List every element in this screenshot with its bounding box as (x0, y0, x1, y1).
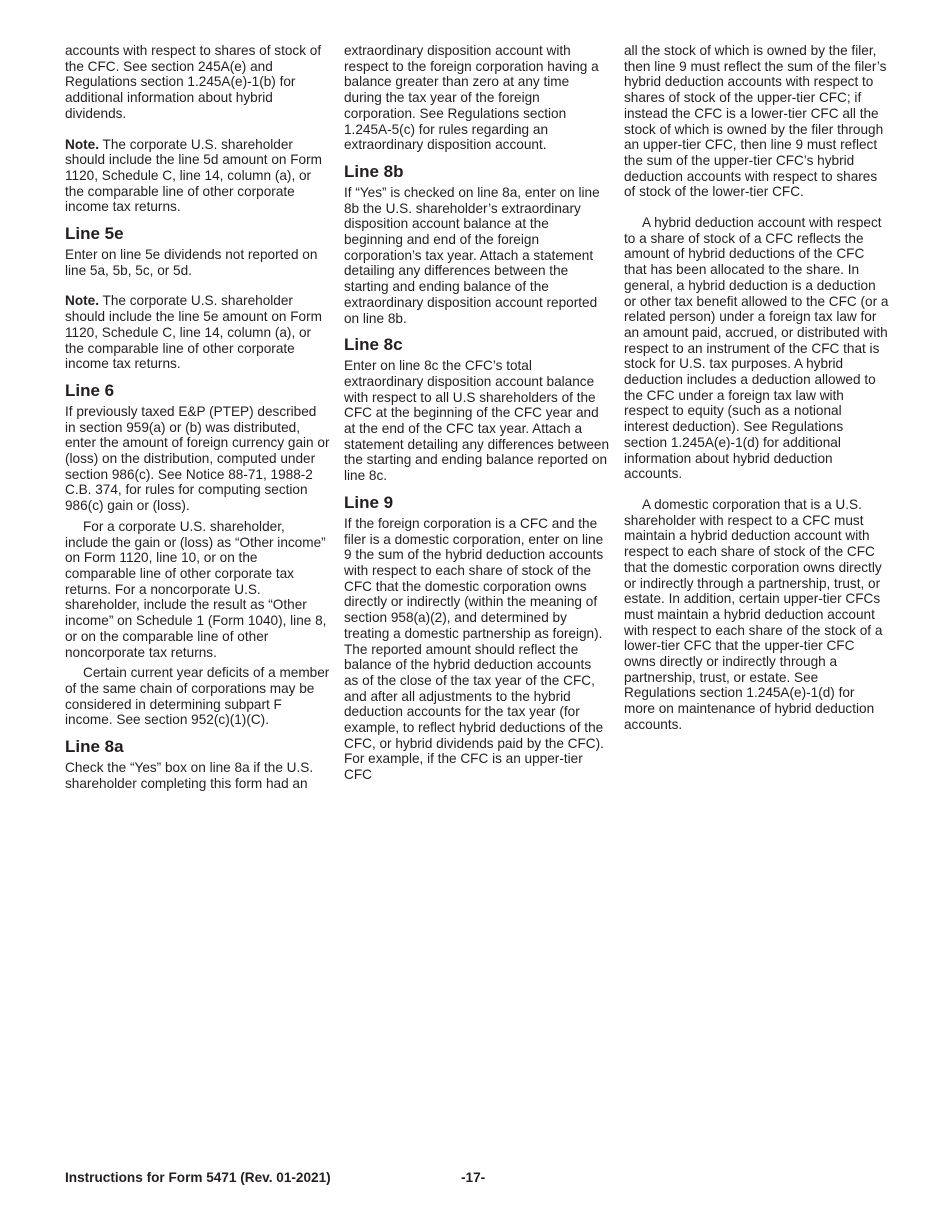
left-column (65, 43, 330, 791)
page-number: -17- (461, 1170, 486, 1185)
note-label: Note. (65, 136, 99, 152)
heading-line-8a: Line 8a (65, 737, 124, 757)
paragraph: If “Yes” is checked on line 8a, enter on line 8b the U.S. shareholder’s extraordinary disposition account balance at the beginning and end of the foreign corporation’s tax year. Attach a statement detailing any differences between the starting and ending balance of the extraordinary disposition account reported on line 8b. (344, 184, 600, 326)
paragraph: extraordinary disposition account with respect to the foreign corporation having a balance greater than zero at any time during the tax year of the foreign corporation. See Regulations section 1.245A-5(c) for rules regarding an extraordinary disposition account. (344, 43, 599, 153)
paragraph: If previously taxed E&P (PTEP) described in section 959(a) or (b) was distributed, enter the amount of foreign currency gain or (loss) on the distribution, computed under section 986(c). See Notice 88-71, 1988-2 C.B. 374, for rules for computing section 986(c) gain or (loss). (65, 403, 330, 514)
note-paragraph (65, 293, 330, 372)
paragraph: Check the “Yes” box on line 8a if the U.S. shareholder completing this form had an (65, 760, 314, 791)
paragraph: accounts with respect to shares of stock of the CFC. See section 245A(e) and Regulations section 1.245A(e)-1(b) for additional information about hybrid dividends. (65, 43, 322, 121)
paragraph: Enter on line 8c the CFC’s total extraordinary disposition account balance with respect to all U.S shareholders of the CFC at the beginning of the CFC year and at the end of the CFC tax year. Attach a statement detailing any differences between the starting and ending balance reported on line 8c. (344, 358, 609, 484)
note-paragraph (65, 137, 330, 216)
middle-column (344, 43, 609, 783)
paragraph: For a corporate U.S. shareholder, include the gain or (loss) as “Other income” on Form 1120, line 10, or on the comparable line of other corporate tax returns. For a noncorporate U.S. shareholder, include the result as “Other income” on Schedule 1 (Form 1040), line 8, or on the comparable line of other noncorporate tax returns. (65, 518, 327, 660)
footer-title: Instructions for Form 5471 (Rev. 01-2021) (65, 1170, 331, 1185)
paragraph: If the foreign corporation is a CFC and the filer is a domestic corporation, enter on line 9 the sum of the hybrid deduction accounts with respect to each share of stock of the CFC that the domestic corporation owns directly or indirectly (within the meaning of section 958(a)(2), and determined by treating a domestic partnership as foreign). The reported amount should reflect the balance of the hybrid deduction accounts as of the close of the tax year of the CFC, and after all adjustments to the hybrid deduction accounts for the tax year (for example, to reflect hybrid deductions of the CFC, or hybrid dividends paid by the CFC). For example, if the CFC is an upper-tier CFC (344, 515, 604, 783)
paragraph: Certain current year deficits of a member of the same chain of corporations may be considered in determining subpart F income. See section 952(c)(1)(C). (65, 665, 330, 728)
heading-line-8b: Line 8b (344, 161, 404, 181)
heading-line-6: Line 6 (65, 380, 115, 400)
paragraph: Enter on line 5e dividends not reported on line 5a, 5b, 5c, or 5d. (65, 247, 318, 278)
heading-line-9: Line 9 (344, 492, 394, 512)
paragraph: all the stock of which is owned by the filer, then line 9 must reflect the sum of the filer’s hybrid deduction accounts with respect to shares of stock of the upper-tier CFC; if instead the CFC is a lower-tier CFC all the stock of which is owned by the filer through an upper-tier CFC, then line 9 must reflect the sum of the upper-tier CFC’s hybrid deduction accounts with respect to shares of stock of the lower-tier CFC. (624, 43, 887, 200)
heading-line-5e: Line 5e (65, 224, 124, 244)
note-label: Note. (65, 293, 99, 309)
note-text: The corporate U.S. shareholder should include the line 5d amount on Form 1120, Schedule C, line 14, column (a), or the comparable line of other corporate income tax returns. (65, 136, 322, 215)
note-text: The corporate U.S. shareholder should include the line 5e amount on Form 1120, Schedule C, line 14, column (a), or the comparable line of other corporate income tax returns. (65, 293, 322, 372)
right-column (624, 43, 889, 733)
paragraph: A domestic corporation that is a U.S. shareholder with respect to a CFC must maintain a hybrid deduction account with respect to each share of stock of the CFC that the domestic corporation owns directly or indirectly through a partnership, trust, or estate. In addition, certain upper-tier CFCs must maintain a hybrid deduction account with respect to each share of the stock of a lower-tier CFC that the upper-tier CFC owns directly or indirectly through a partnership, trust, or estate. See Regulations section 1.245A(e)-1(d) for more on maintenance of hybrid deduction accounts. (624, 496, 883, 732)
paragraph: A hybrid deduction account with respect to a share of stock of a CFC reflects the amount of hybrid deductions of the CFC that has been allocated to the share. In general, a hybrid deduction is a deduction or other tax benefit allowed to the CFC (or a related person) under a foreign tax law for an amount paid, accrued, or distributed with respect to an instrument of the CFC that is stock for U.S. tax purposes. A hybrid deduction includes a deduction allowed to the CFC under a foreign tax law with respect to equity (such as a notional interest deduction). See Regulations section 1.245A(e)-1(d) for additional information about hybrid deduction accounts. (624, 215, 889, 482)
heading-line-8c: Line 8c (344, 335, 403, 355)
